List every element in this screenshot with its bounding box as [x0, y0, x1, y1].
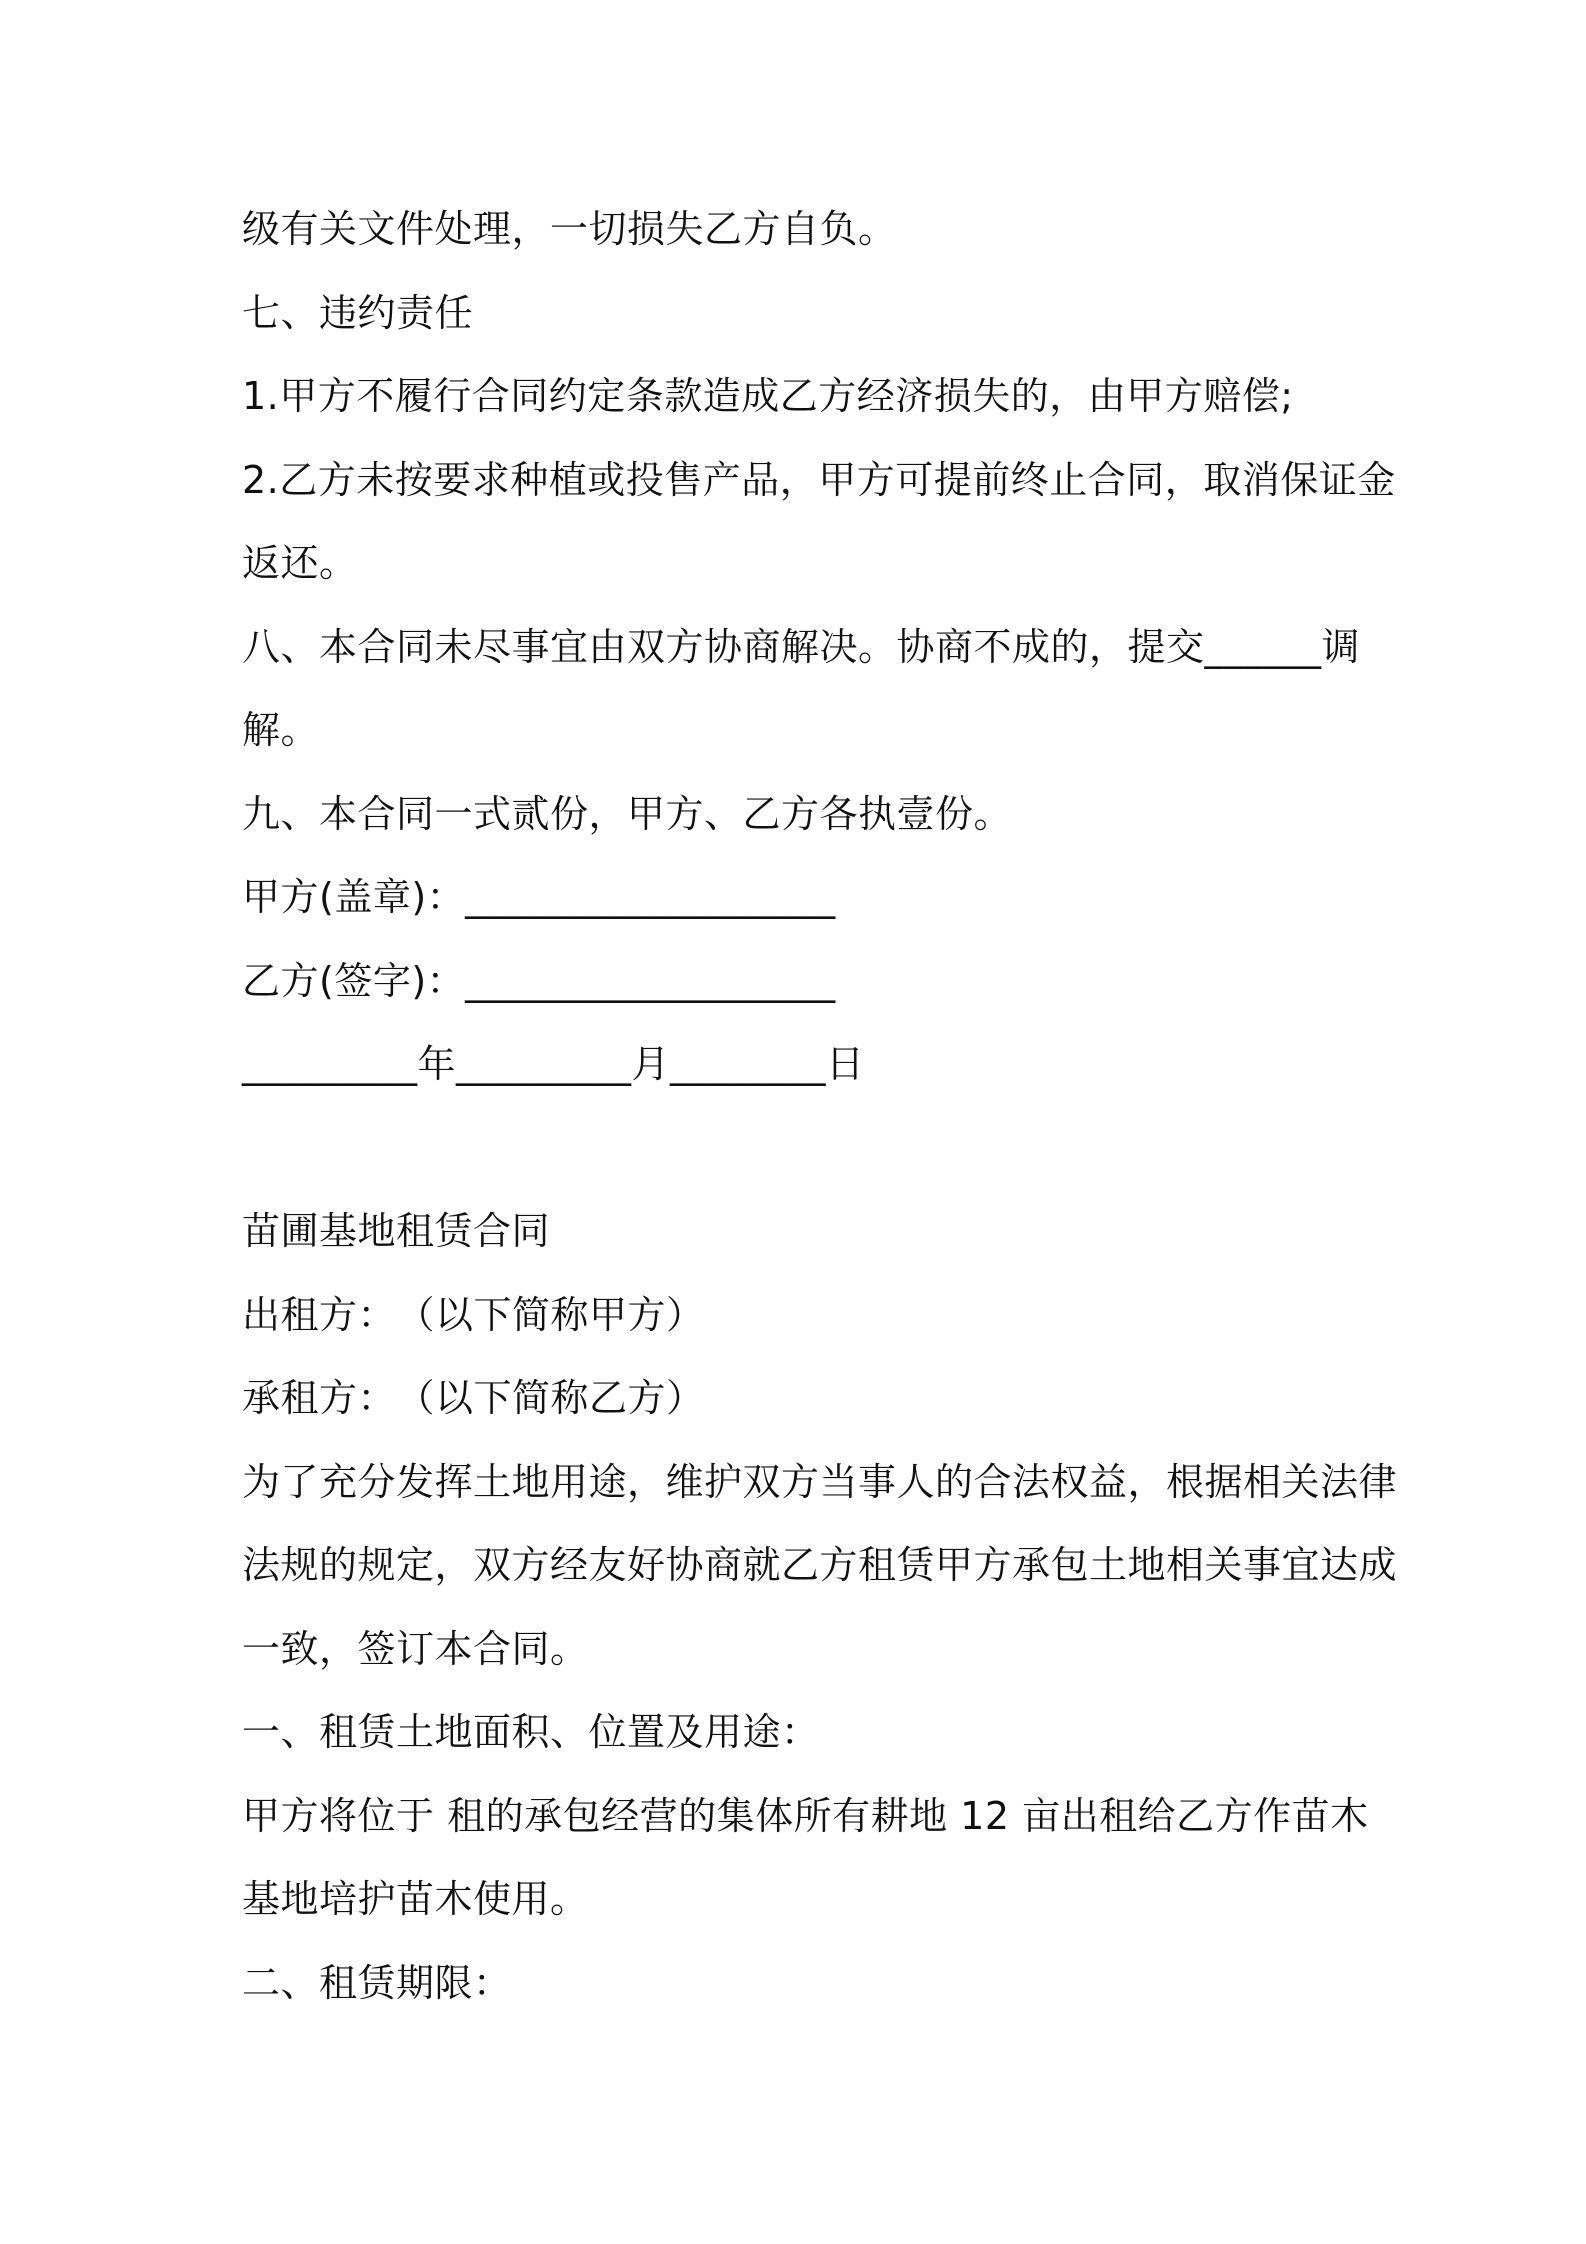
section-heading-1: 一、租赁土地面积、位置及用途： [242, 1710, 820, 1754]
section-heading-7: 七、违约责任 [242, 291, 474, 335]
paragraph-line: 解。 [242, 708, 320, 752]
lessor-line: 出租方： （以下简称甲方） [242, 1293, 705, 1337]
paragraph-line: 一致，签订本合同。 [242, 1627, 589, 1671]
section-heading-2: 二、租赁期限： [242, 1961, 512, 2005]
paragraph-line: 1.甲方不履行合同约定条款造成乙方经济损失的，由甲方赔偿; [242, 374, 1294, 418]
section-heading-8: 八、本合同未尽事宜由双方协商解决。协商不成的，提交______调 [242, 625, 1361, 669]
date-line: _________年_________月________日 [242, 1042, 865, 1086]
section-heading-9: 九、本合同一式贰份，甲方、乙方各执壹份。 [242, 792, 1013, 836]
paragraph-line: 甲方将位于 租的承包经营的集体所有耕地 12 亩出租给乙方作苗木 [242, 1794, 1369, 1838]
paragraph-line: 返还。 [242, 541, 358, 585]
paragraph-line: 2.乙方未按要求种植或投售产品，甲方可提前终止合同，取消保证金 [242, 458, 1396, 502]
paragraph-line: 级有关文件处理，一切损失乙方自负。 [242, 207, 897, 251]
paragraph-line: 为了充分发挥土地用途，维护双方当事人的合法权益，根据相关法律 [242, 1460, 1398, 1504]
paragraph-line: 基地培护苗木使用。 [242, 1877, 589, 1921]
party-b-signature-line: 乙方(签字)：___________________ [242, 959, 836, 1003]
party-a-seal-line: 甲方(盖章)：___________________ [242, 875, 836, 919]
contract-title: 苗圃基地租赁合同 [242, 1209, 551, 1253]
paragraph-line: 法规的规定，双方经友好协商就乙方租赁甲方承包土地相关事宜达成 [242, 1543, 1398, 1587]
lessee-line: 承租方： （以下简称乙方） [242, 1376, 705, 1420]
